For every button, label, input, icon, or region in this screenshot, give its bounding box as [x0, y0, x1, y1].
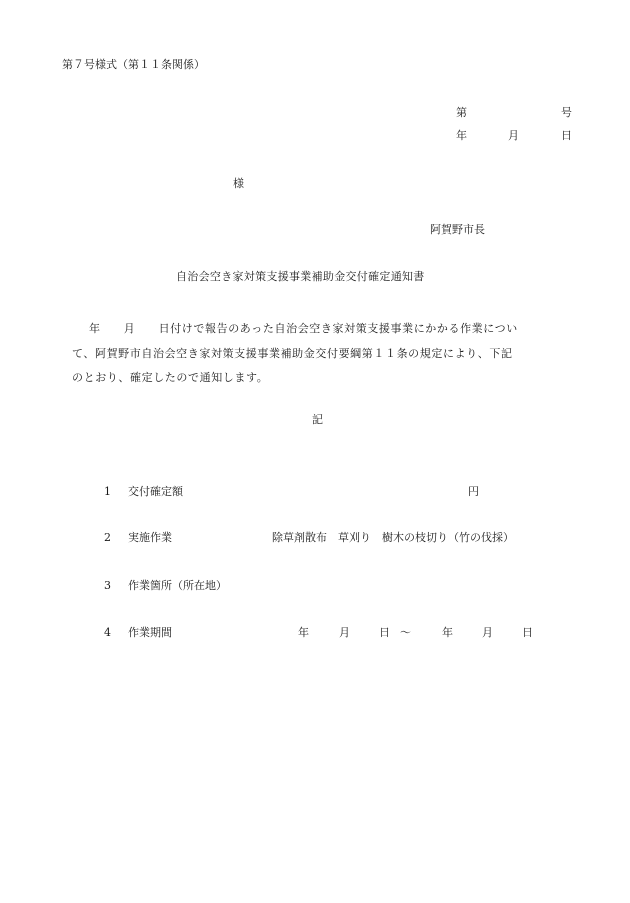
document-title: 自治会空き家対策支援事業補助金交付確定通知書 [176, 270, 425, 283]
doc-date-month: 月 [508, 129, 519, 142]
period-start-year: 年 [298, 626, 309, 639]
item-2-label: 実施作業 [128, 531, 172, 544]
item-3-label: 作業箇所（所在地） [128, 579, 227, 592]
item-1-value: 円 [468, 485, 479, 498]
period-end-year: 年 [442, 626, 453, 639]
period-separator: ～ [400, 626, 411, 639]
doc-number-suffix: 号 [561, 106, 572, 119]
body-paragraph [72, 317, 578, 391]
item-3-number: 3 [104, 579, 111, 592]
addressee-honorific: 様 [233, 177, 244, 190]
body-line-1: 年 月 日付けで報告のあった自治会空き家対策支援事業にかかる作業につい [89, 322, 518, 335]
doc-date-year: 年 [456, 129, 467, 142]
item-1-label: 交付確定額 [128, 485, 183, 498]
item-2-value: 除草剤散布 草刈り 樹木の枝切り（竹の伐採） [272, 531, 514, 544]
body-line-2: て、阿賀野市自治会空き家対策支援事業補助金交付要綱第１１条の規定により、下記 [72, 346, 513, 360]
period-start-month: 月 [339, 626, 350, 639]
period-start-day: 日 [379, 626, 390, 639]
issuer: 阿賀野市長 [430, 223, 485, 236]
period-end-day: 日 [522, 626, 533, 639]
doc-number-prefix: 第 [456, 106, 467, 119]
period-end-month: 月 [482, 626, 493, 639]
body-line-3: のとおり、確定したので通知します。 [72, 371, 269, 384]
note-heading: 記 [312, 413, 323, 426]
doc-date-day: 日 [561, 129, 572, 142]
form-label: 第７号様式（第１１条関係） [62, 58, 205, 71]
item-2-number: 2 [104, 531, 111, 544]
item-4-label: 作業期間 [128, 626, 172, 639]
item-4-number: 4 [104, 626, 111, 639]
item-1-number: 1 [104, 485, 111, 498]
